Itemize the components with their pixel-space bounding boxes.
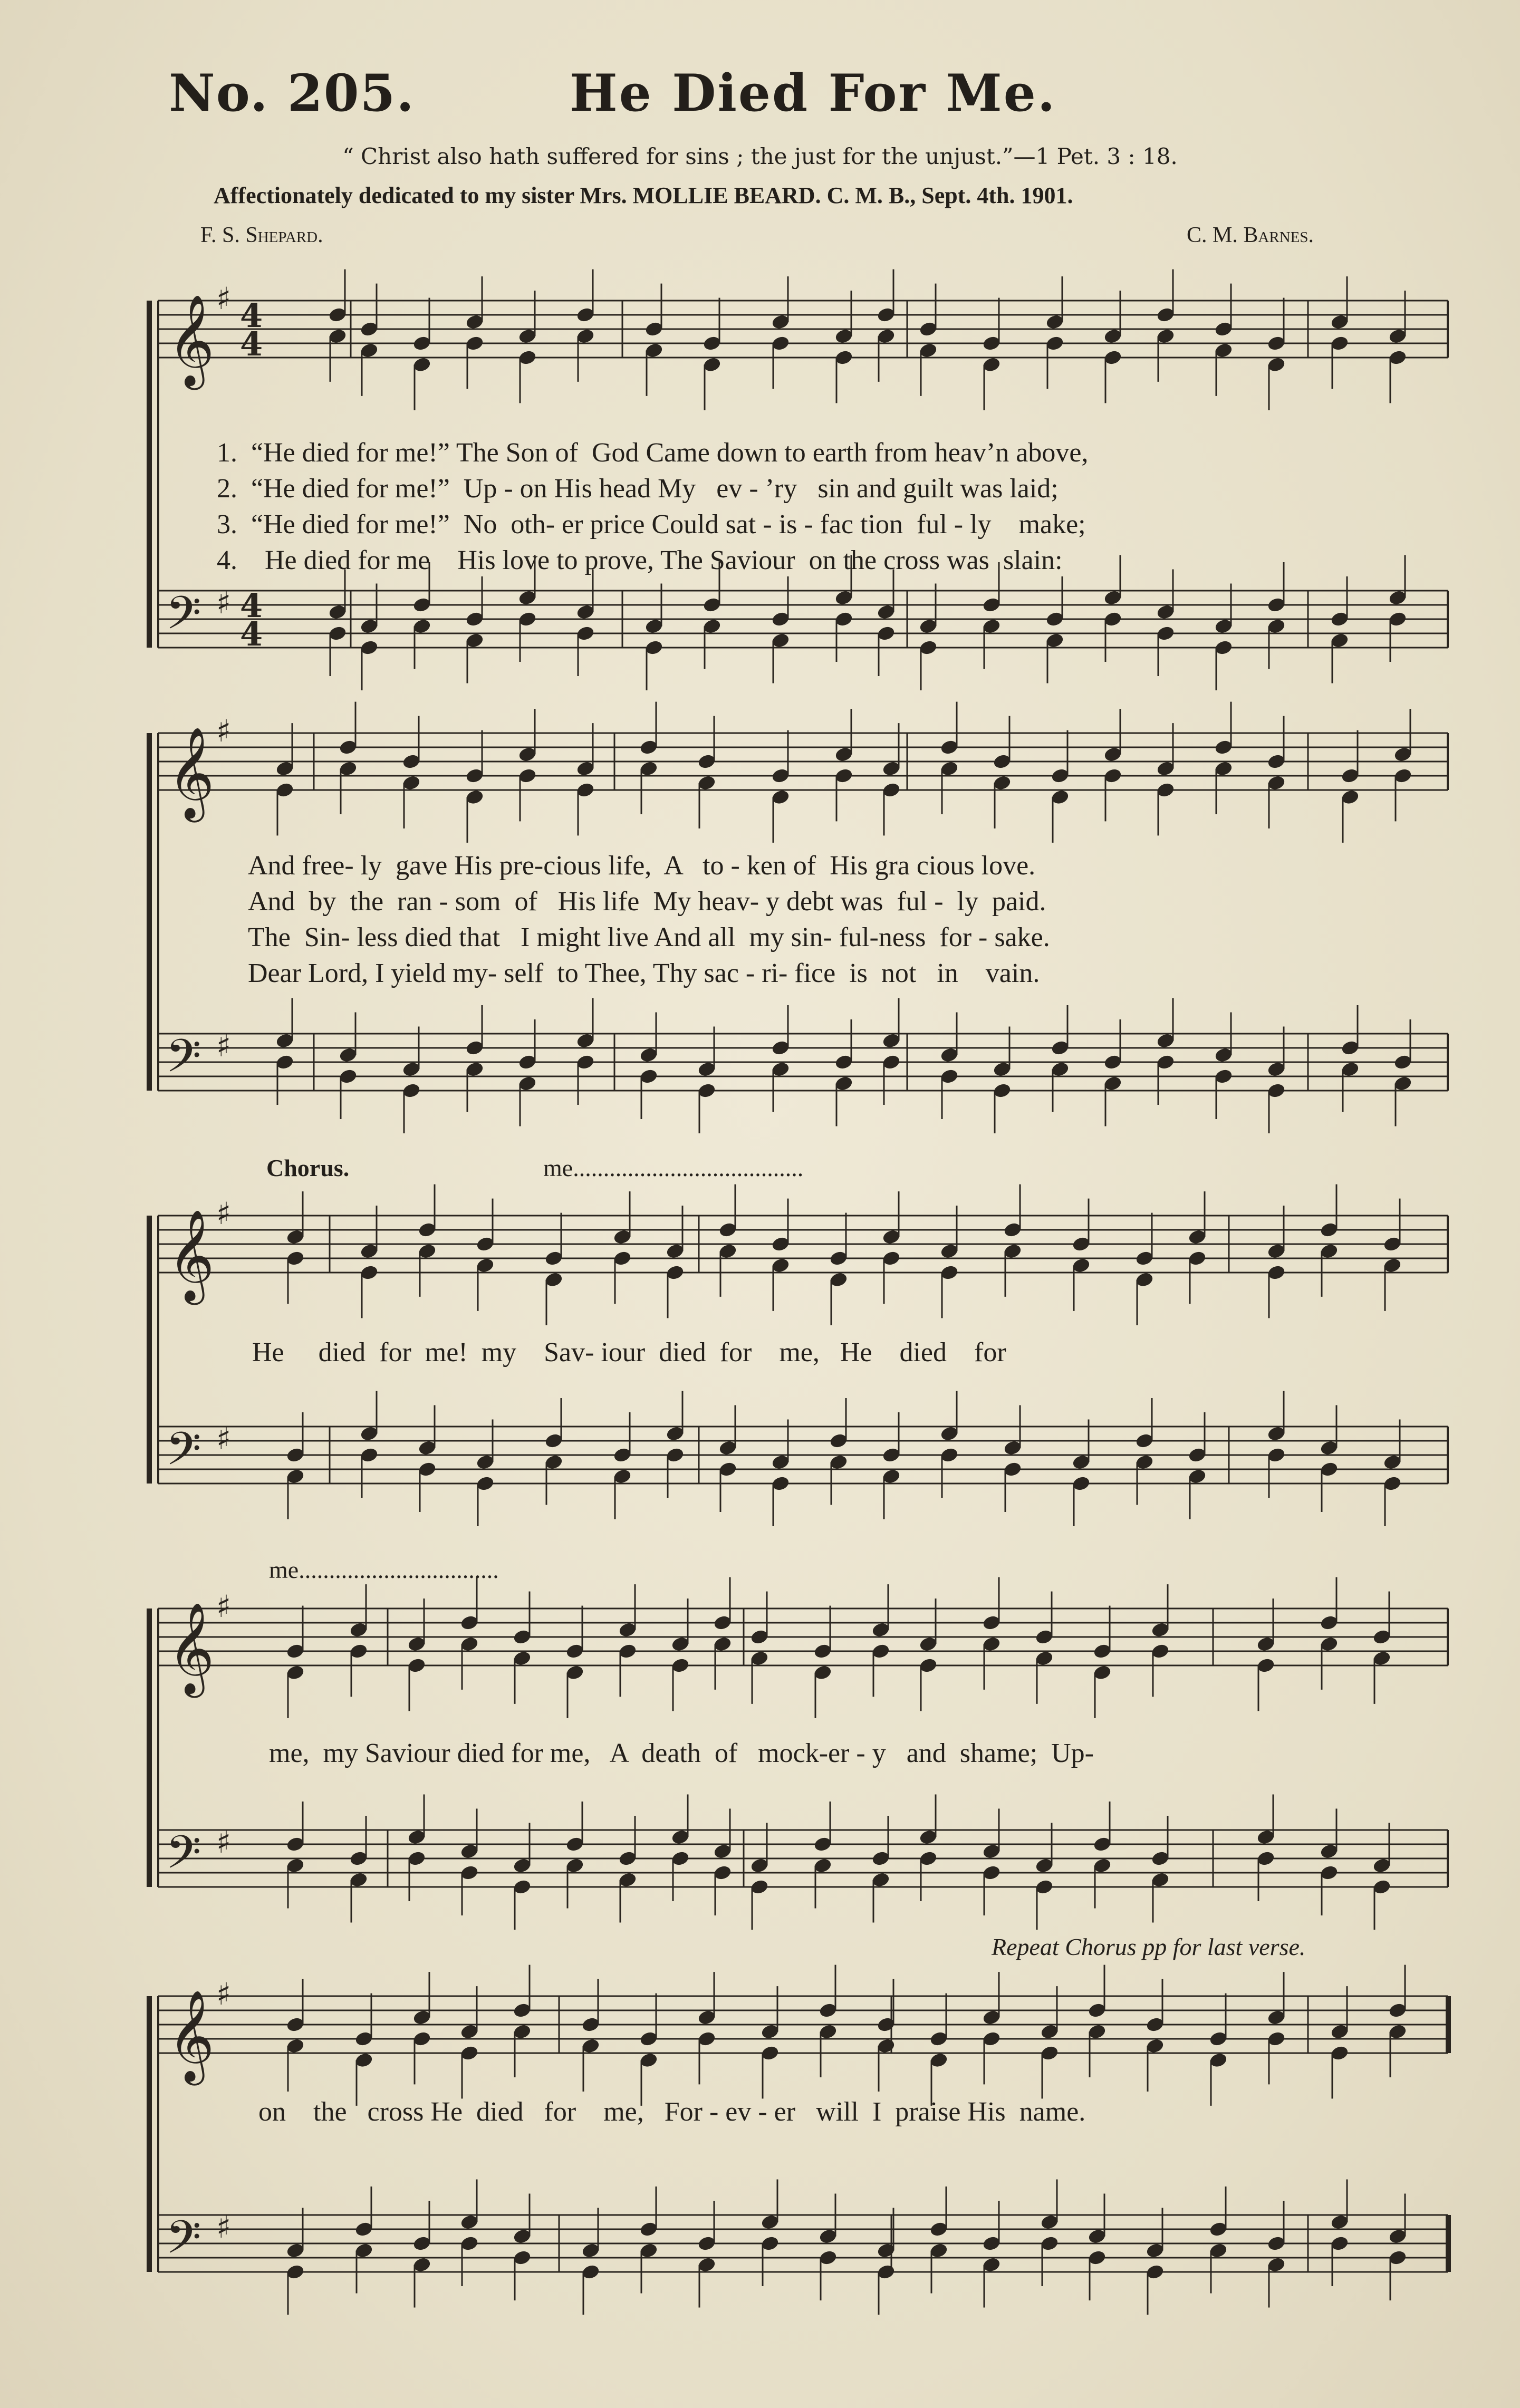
chorus-lyric-3: on the cross He died for me, For - ev - er will I praise His name. <box>258 2097 1086 2127</box>
hymn-title: He Died For Me. <box>570 63 1057 123</box>
bass-clef-icon: 𝄢 <box>166 1826 201 1890</box>
verse-1-line-2: And free- ly gave His pre-cious life, A to - ken of His gra cious love. <box>248 851 1036 881</box>
treble-clef-icon: 𝄞 <box>168 294 215 386</box>
author-credit: F. S. Shepard. <box>200 223 323 247</box>
sharp-icon: ♯ <box>216 1824 232 1861</box>
epigraph: “ Christ also hath suffered for sins ; the just for the unjust.”—1 Pet. 3 : 18. <box>342 143 1178 169</box>
system-bracket <box>147 1216 152 1484</box>
chorus-lyric-2: me, my Saviour died for me, A death of mock-er - y and shame; Up- <box>269 1738 1094 1768</box>
verse-4-line-2: Dear Lord, I yield my- self to Thee, Thy sac - ri- fice is not in vain. <box>248 958 1040 988</box>
chorus-lyric-1: He died for me! my Sav- iour died for me, He died for <box>252 1337 1006 1367</box>
dedication: Affectionately dedicated to my sister Mrs. MOLLIE BEARD. C. M. B., Sept. 4th. 1901. <box>214 182 1073 208</box>
sharp-icon: ♯ <box>216 1196 232 1232</box>
final-barline <box>1446 2215 1451 2272</box>
system-bracket <box>147 301 152 648</box>
system-bracket <box>147 1608 152 1887</box>
verse-4-line-1: 4. He died for me His love to prove, The Saviour on the cross was slain: <box>217 545 1063 575</box>
time-signature: 4 <box>240 586 263 625</box>
time-signature: 4 <box>240 325 263 363</box>
sharp-icon: ♯ <box>216 585 232 621</box>
verse-3-line-2: The Sin- less died that I might live And all my sin- ful-ness for - sake. <box>248 922 1050 952</box>
sharp-icon: ♯ <box>216 1421 232 1457</box>
system-bracket <box>147 733 152 1091</box>
sharp-icon: ♯ <box>216 281 232 317</box>
time-signature: 4 <box>240 615 263 653</box>
sharp-icon: ♯ <box>216 1028 232 1064</box>
treble-clef-icon: 𝄞 <box>168 1602 215 1694</box>
verse-2-line-1: 2. “He died for me!” Up - on His head My ev - ’ry sin and guilt was laid; <box>217 474 1059 504</box>
bass-clef-icon: 𝄢 <box>166 586 201 651</box>
bass-clef-icon: 𝄢 <box>166 1422 201 1487</box>
verse-2-line-2: And by the ran - som of His life My heav- y debt was ful - ly paid. <box>248 887 1046 917</box>
chorus-me-extender-2: me................................. <box>269 1556 499 1583</box>
sharp-icon: ♯ <box>216 713 232 749</box>
composer-credit: C. M. Barnes. <box>1187 223 1314 247</box>
time-signature: 4 <box>240 296 263 335</box>
treble-clef-icon: 𝄞 <box>168 1990 215 2082</box>
sharp-icon: ♯ <box>216 2209 232 2246</box>
final-barline <box>1446 1996 1451 2053</box>
sharp-icon: ♯ <box>216 1976 232 2012</box>
treble-clef-icon: 𝄞 <box>168 1209 215 1301</box>
verse-3-line-1: 3. “He died for me!” No oth- er price Could sat - is - fac tion ful - ly make; <box>217 509 1086 540</box>
chorus-label: Chorus. <box>266 1154 350 1181</box>
repeat-instruction: Repeat Chorus pp for last verse. <box>992 1933 1306 1960</box>
sharp-icon: ♯ <box>216 1588 232 1625</box>
bass-clef-icon: 𝄢 <box>166 2211 201 2275</box>
chorus-me-extender-1: me...................................... <box>543 1154 804 1181</box>
system-bracket <box>147 1996 152 2272</box>
verse-1-line-1: 1. “He died for me!” The Son of God Came down to earth from heav’n above, <box>217 438 1089 468</box>
hymn-number: No. 205. <box>169 63 415 123</box>
treble-clef-icon: 𝄞 <box>168 727 215 818</box>
bass-clef-icon: 𝄢 <box>166 1029 201 1094</box>
